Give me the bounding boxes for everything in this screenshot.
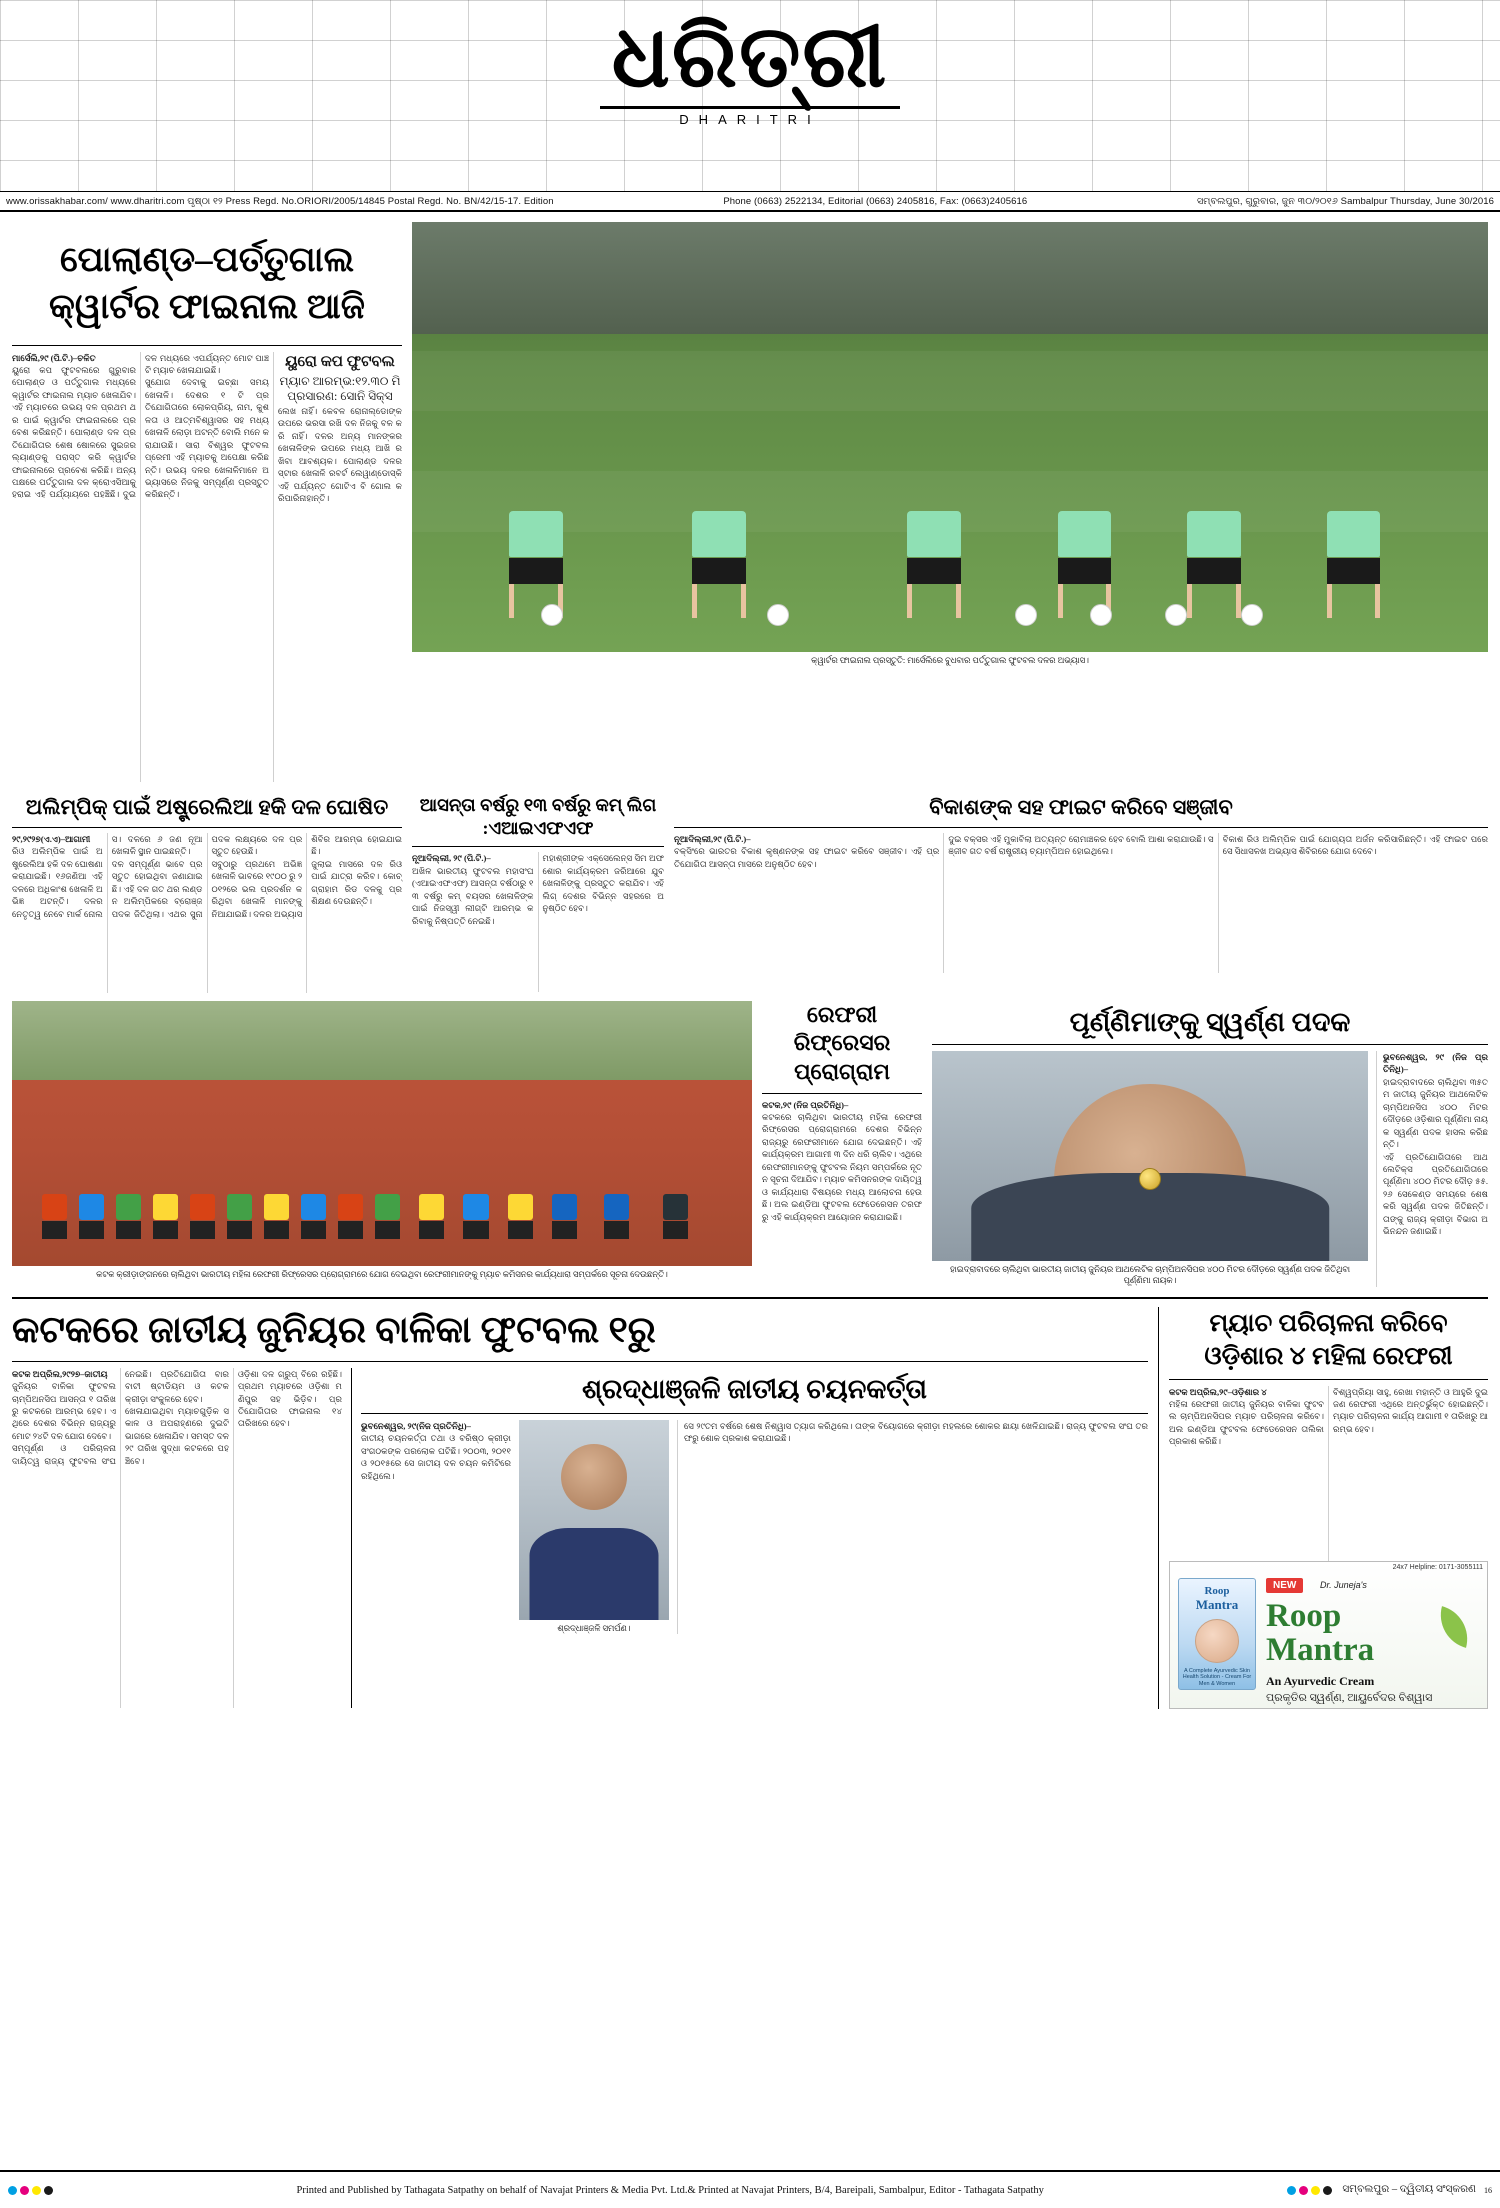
- story-four-women-referees: [1158, 1307, 1488, 1709]
- lead-dateline: ମାର୍ସେଲି,୨୯ (ପି.ଟି.)–ଚଳିତ: [12, 352, 96, 363]
- referees4-body-columns: [1169, 1386, 1488, 1561]
- bottom-band: [12, 1297, 1488, 1709]
- lead-headline-rule: [12, 345, 402, 346]
- lead-body-columns: [12, 352, 402, 782]
- lead-photo-caption: କ୍ୱାର୍ଟର ଫାଇନାଲ ପ୍ରସ୍ତୁତି: ମାର୍ସେଲିରେ ବୁଧବାର ପର୍ତ୍ତୁଗାଲ ଫୁଟବଲ ଦଳର ଅଭ୍ୟାସ।: [811, 656, 1089, 665]
- story-aiff-league: [412, 790, 664, 993]
- tribute-body-1: ଜାତୀୟ ଚୟନକର୍ତ୍ତା ତଥା ଓ ବରିଷ୍ଠ କ୍ରୀଡ଼ା ସଂଗଠକଙ୍କ ପରଲୋକ ଘଟିଛି। ୨୦୦୩, ୨୦୧୧ ଓ ୨୦୧୫ରେ ସେ ଜାତୀୟ ଦଳ ଚୟନ କମିଟିରେ ରହିଥିଲେ।: [361, 1433, 511, 1481]
- lead-text-column: [12, 222, 402, 782]
- roop-mantra-advertisement[interactable]: [1169, 1561, 1488, 1709]
- gold-headline: ପୂର୍ଣ୍ଣିମାଙ୍କୁ ସ୍ୱର୍ଣ୍ଣ ପଦକ: [932, 1001, 1488, 1045]
- referees4-dateline: କଟକ ଅପ୍ରିଲ,୨୯–ଓଡ଼ିଶାର ୪: [1169, 1386, 1267, 1397]
- tribute-headline: ଶ୍ରଦ୍ଧାଞ୍ଜଳି ଜାତୀୟ ଚୟନକର୍ତ୍ତା: [361, 1368, 1148, 1414]
- story-referee-refresher: [762, 1001, 922, 1287]
- lead-photo-block: [412, 222, 1488, 782]
- footer-edition-odia: ସମ୍ବଲପୁର – ଦ୍ୱିତୀୟ ସଂସ୍କରଣ: [1342, 2184, 1476, 2195]
- registration-dots-left: [8, 2186, 53, 2195]
- cuttack-body-left: [12, 1368, 342, 1708]
- aiff-body-1: ଅଖିଳ ଭାରତୀୟ ଫୁଟବଲ ମହାସଂଘ (ଏଆଇଏଫଏଫ) ଆସନ୍ତା ବର୍ଷଠାରୁ ୧୩ ବର୍ଷରୁ କମ୍ ବୟସର ଖେଳାଳିଙ୍କ ପାଇଁ ନିଜସ୍ୱୀ ଲୀଗ୍‌ଟି ଆରମ୍ଭ କରିବାକୁ ନିଷ୍ପତ୍ତି ନେଇଛି।: [412, 865, 534, 926]
- cuttack-body-4: ଓଡ଼ିଶା ଦଳ ଗ୍ରୁପ୍ ବିରେ ରହିଛି। ପ୍ରଥମ ମ୍ୟାଚରେ ଓଡ଼ିଶା ମଣିପୁର ସହ ଭିଡ଼ିବ। ପ୍ରତିଯୋଗିତାର ଫାଇନାଲ ୧୪ ତାରିଖରେ ହେବ।: [238, 1368, 342, 1429]
- sanjeev-body-1: ବକ୍ସିଂରେ ଭାରତର ବିକାଶ କୃଷ୍ଣନଙ୍କ ସହ ଫାଇଟ କରିବେ ସଞ୍ଜୀବ। ଏହି ପ୍ରତିଯୋଗିତା ଆସନ୍ତା ମାସରେ ଅନୁଷ୍ଠିତ ହେବ।: [674, 846, 940, 869]
- sanjeev-headline: ବିକାଶଙ୍କ ସହ ଫାଇଟ କରିବେ ସଞ୍ଜୀବ: [674, 790, 1488, 828]
- sanjeev-dateline: ନୂଆଦିଲ୍ଲୀ,୨୯ (ପି.ଟି.)–: [674, 833, 751, 844]
- referees4-body-1: ମହିଳା ରେଫରୀ ଜାତୀୟ ଜୁନିୟର ବାଳିକା ଫୁଟବଲ ଚାମ୍ପିଅନସିପର ମ୍ୟାଚ ପରିଚାଳନା କରିବେ। ଅଲ ଇଣ୍ଡିଆ ଫୁଟବଲ ଫେଡେରେସନ ତାଲିକା ପ୍ରକାଶ କରିଛି।: [1169, 1399, 1324, 1447]
- leaf-icon: [1433, 1606, 1475, 1648]
- referee-training-photo: [12, 1001, 752, 1266]
- refresher-dateline: କଟକ,୨୯ (ନିଜ ପ୍ରତିନିଧି)–: [762, 1099, 849, 1110]
- sanjeev-body-3: ବିକାଶ ରିଓ ଅଲିମ୍ପିକ ପାଇଁ ଯୋଗ୍ୟତା ଅର୍ଜନ କରିସାରିଛନ୍ତି। ଏହି ଫାଇଟ ପରେ ସେ ସିଧାସଳଖ ଅଭ୍ୟାସ ଶିବିରରେ ଯୋଗ ଦେବେ।: [1222, 833, 1488, 857]
- ad-brand-line2: Mantra: [1266, 1631, 1375, 1668]
- lead-photo: [412, 222, 1488, 652]
- ad-odia-tagline: ପ୍ରକୃତିର ସ୍ୱର୍ଣ୍ଣ, ଆୟୁର୍ବେଦର ବିଶ୍ୱାସ: [1266, 1691, 1433, 1704]
- purnima-photo-caption: ହାଇଦ୍ରାବାଦରେ ଚାଲିଥିବା ଭାରତୀୟ ଜାତୀୟ ଜୁନିୟର ଆଥଲେଟିକ ଚାମ୍ପିଅନସିପର ୪୦୦ ମିଟର ଦୌଡ଼ରେ ସ୍ୱର୍ଣ୍ଣ ପଦକ ଜିତିଥିବା ପୂର୍ଣ୍ଣିମା ନାୟକ।: [950, 1264, 1350, 1286]
- lead-headline: ପୋଲାଣ୍ଡ–ପର୍ତ୍ତୁଗାଲ କ୍ୱାର୍ଟର ଫାଇନାଲ ଆଜି: [49, 240, 365, 327]
- cuttack-body-1: ଜୁନିୟର ବାଳିକା ଫୁଟବଲ ଚାମ୍ପିଅନସିପ ଆସନ୍ତା ୧ ତାରିଖରୁ କଟକରେ ଆରମ୍ଭ ହେବ। ଏଥିରେ ଦେଶର ବିଭିନ୍ନ ରାଜ୍ୟରୁ ମୋଟ ୨୪ଟି ଦଳ ଯୋଗ ଦେବେ।: [12, 1381, 116, 1441]
- refresher-headline: ରେଫରୀ ରିଫ୍ରେସର ପ୍ରୋଗ୍ରାମ: [762, 1001, 922, 1094]
- publication-info-bar: [0, 192, 1500, 212]
- tribute-photo-caption: ଶ୍ରଦ୍ଧାଞ୍ଜଳି ସମର୍ପଣ।: [557, 1623, 631, 1633]
- story-cuttack-football: [12, 1307, 1148, 1709]
- tribute-photo: [519, 1420, 669, 1620]
- referees4-headline: ମ୍ୟାଚ ପରିଚାଳନା କରିବେ ଓଡ଼ିଶାର ୪ ମହିଳା ରେଫରୀ: [1169, 1307, 1488, 1380]
- tribute-body-2: ସେ ୨୯ତମ ବର୍ଷରେ ଶେଷ ନିଶ୍ୱାସ ତ୍ୟାଗ କରିଥିଲେ। ତାଙ୍କ ବିୟୋଗରେ କ୍ରୀଡ଼ା ମହଲରେ ଶୋକର ଛାୟା ଖେଳିଯାଇଛି। ରାଜ୍ୟ ଫୁଟବଲ ସଂଘ ତରଫରୁ ଶୋକ ପ୍ରକାଶ କରାଯାଇଛି।: [684, 1420, 1148, 1444]
- sanjeev-body-columns: [674, 833, 1488, 973]
- aiff-dateline: ନୂଆଦିଲ୍ଲୀ, ୨୯ (ପି.ଟି.)–: [412, 853, 491, 864]
- gold-dateline: ଭୁବନେଶ୍ୱର, ୨୯ (ନିଜ ପ୍ରତିନିଧି)–: [1383, 1051, 1488, 1075]
- australia-body-2: ଦଳ ସମ୍ପୂର୍ଣ୍ଣ ଭାବେ ପ୍ରସ୍ତୁତ ହୋଇଥିବା ଜଣାଯାଇଛି। ଏହି ଦଳ ଗତ ଥର ଲଣ୍ଡନ ଅଲିମ୍ପିକରେ ବ୍ରୋଞ୍ଜ ପଦକ ଜିତିଥିଲା। ଏଥର ସୁନା ପଦକ ଲକ୍ଷ୍ୟରେ ଦଳ ପ୍ରସ୍ତୁତ ହେଉଛି।: [111, 833, 303, 919]
- tribute-dateline: ଭୁବନେଶ୍ୱର, ୨୯(ନିଜ ପ୍ରତିନିଧି)–: [361, 1420, 471, 1431]
- cuttack-body-3: ଖେଳାଯାଇଥିବା ମ୍ୟାଚଗୁଡ଼ିକ ସକାଳ ଓ ଅପରାହ୍ଣରେ ଦୁଇଟି ଭାଗରେ ଖେଳାଯିବ। ସମସ୍ତ ଦଳ ୨୯ ତାରିଖ ସୁଦ୍ଧା କଟକରେ ପହଞ୍ଚିବେ।: [125, 1406, 229, 1466]
- info-contact: Phone (0663) 2522134, Editorial (0663) 2405816, Fax: (0663)2405616: [723, 195, 1028, 207]
- registration-dots-right: [1287, 2186, 1332, 2195]
- third-band: [12, 1001, 1488, 1287]
- cuttack-headline: କଟକରେ ଜାତୀୟ ଜୁନିୟର ବାଳିକା ଫୁଟବଲ ୧ରୁ: [12, 1307, 1148, 1362]
- lead-body-1: ୟୁରୋ କପ ଫୁଟବଲରେ ଗୁରୁବାର ପୋଲାଣ୍ଡ ଓ ପର୍ତ୍ତୁଗାଲ ମଧ୍ୟରେ କ୍ୱାର୍ଟର ଫାଇନାଲ ମ୍ୟାଚ ଖେଳାଯିବ। ଏହି ମ୍ୟାଚରେ ଉଭୟ ଦଳ ପ୍ରଥମ ଥର ପାଇଁ କ୍ୱାର୍ଟର ଫାଇନାଲରେ ପ୍ରବେଶ କରିଛନ୍ତି। ପୋଲାଣ୍ଡ ଦଳ ପ୍ରତିଯୋଗିତାର ଶେଷ ଷୋଳରେ ସୁଇଜରଲ୍ୟାଣ୍ଡକୁ ପରାସ୍ତ କରି କ୍ୱାର୍ଟର ଫାଇନାଲରେ ପ୍ରବେଶ କରିଛି। ଅନ୍ୟ ପକ୍ଷରେ ପର୍ତ୍ତୁଗାଲ ଦଳ କ୍ରୋଏସିଆକୁ ହରାଇ ଏହି ପର୍ଯ୍ୟାୟରେ ପହଞ୍ଚିଛି। ଦୁଇ ଦଳ ମଧ୍ୟରେ ଏପର୍ଯ୍ୟନ୍ତ ମୋଟ ପାଞ୍ଚଟି ମ୍ୟାଚ ଖେଳାଯାଇଛି।: [12, 352, 269, 500]
- logo-divider: [600, 106, 900, 109]
- masthead: [0, 0, 1500, 192]
- australia-body-columns: [12, 833, 402, 993]
- lead-section: [12, 222, 1488, 782]
- refresher-body: କଟକରେ ଚାଲିଥିବା ଭାରତୀୟ ମହିଳା ରେଫରୀ ରିଫ୍ରେସର ପ୍ରୋଗ୍ରାମରେ ଦେଶର ବିଭିନ୍ନ ରାଜ୍ୟରୁ ରେଫରୀମାନେ ଯୋଗ ଦେଇଛନ୍ତି। ଏହି କାର୍ଯ୍ୟକ୍ରମ ଆଗାମୀ ୩ ଦିନ ଧରି ଚାଲିବ। ଏଥିରେ ରେଫରୀମାନଙ୍କୁ ଫୁଟବଲ ନିୟମ ସମ୍ପର୍କରେ ନୂତନ ସୂଚନା ଦିଆଯିବ। ମ୍ୟାଚ କମିସନରଙ୍କ ଦାୟିତ୍ୱ ଓ କାର୍ଯ୍ୟଧାରା ବିଷୟରେ ମଧ୍ୟ ଆଲୋଚନା ହେଉଛି। ଅଲ ଇଣ୍ଡିଆ ଫୁଟବଲ ଫେଡେରେସନ ତରଫରୁ ଏହି କାର୍ଯ୍ୟକ୍ରମ ଆୟୋଜନ କରାଯାଇଛି।: [762, 1112, 922, 1222]
- page-body: [0, 212, 1500, 1709]
- newspaper-logo-odia: ଧରିତ୍ରୀ: [611, 9, 889, 105]
- secondary-stories-band: [12, 790, 1488, 993]
- ad-pack-brand-line1: Roop: [1204, 1584, 1230, 1597]
- lead-match-time: ମ୍ୟାଚ ଆରମ୍ଭ:୧୨.୩୦ ମି: [279, 373, 401, 388]
- ad-pack-description: A Complete Ayurvedic Skin Health Solution - Cream For Men & Women: [1182, 1667, 1252, 1687]
- australia-body-1: ରିଓ ଅଲିମ୍ପିକ ପାଇଁ ଅଷ୍ଟ୍ରେଲିଆ ହକି ଦଳ ଘୋଷଣା କରାଯାଇଛି। ୧୬ଜଣିଆ ଏହି ଦଳରେ ଅଧିକାଂଶ ଖେଳାଳି ଅଭିଜ୍ଞ ଅଟନ୍ତି। ଦଳର ନେତୃତ୍ୱ ନେବେ ମାର୍କ ନୋଲସ। ଦଳରେ ୬ ଜଣ ନୂଆ ଖେଳାଳି ସ୍ଥାନ ପାଇଛନ୍ତି।: [12, 833, 203, 919]
- ad-doctor-name: Dr. Juneja's: [1320, 1579, 1367, 1590]
- footer-page-number: 16: [1484, 2185, 1492, 2195]
- aiff-headline: ଆସନ୍ତା ବର୍ଷରୁ ୧୩ ବର୍ଷରୁ କମ୍ ଲିଗ :ଏଆଇଏଫଏଫ: [412, 790, 664, 848]
- ad-pack-brand-line2: Mantra: [1195, 1596, 1239, 1612]
- info-left: www.orissakhabar.com/ www.dharitri.com ପୃଷ୍ଠା ୧୨ Press Regd. No.ORIORI/2005/14845 Postal Regd. No. BN/42/15-17. Edition: [6, 195, 554, 207]
- purnima-photo: [932, 1051, 1368, 1261]
- masthead-logo-block: [560, 9, 940, 127]
- lead-body-3: ଲେଖ ନାହିଁ। କେବଳ ରୋନାଲ୍ଡୋଙ୍କ ଉପରେ ଭରସା ରଖି ଦଳ ନିଜକୁ ବଳ କରି ନାହିଁ। ଦଳର ଅନ୍ୟ ମାନଙ୍କର ଖେଳାଳିଙ୍କ ଉପରେ ମଧ୍ୟ ଆଖି ରଖିବା ଆବଶ୍ୟକ। ପୋଲାଣ୍ଡ ଦଳର ସ୍ଟାର ଖେଳାଳି ରବର୍ଟ ଲେୱାଣ୍ଡୋସ୍କି ଏହି ପର୍ଯ୍ୟନ୍ତ ଗୋଟିଏ ବି ଗୋଲ କରିପାରିନାହାନ୍ତି।: [278, 405, 402, 504]
- gold-body-1: ହାଇଦ୍ରାବାଦରେ ଚାଲିଥିବା ୩୫ତମ ଜାତୀୟ ଜୁନିୟର ଆଥଲେଟିକ ଚାମ୍ପିଅନସିପ ୪୦୦ ମିଟର ଦୌଡ଼ରେ ଓଡ଼ିଶାର ପୂର୍ଣ୍ଣିମା ନାୟକ ସ୍ୱର୍ଣ୍ଣ ପଦକ ହାସଲ କରିଛନ୍ତି।: [1383, 1076, 1488, 1150]
- sanjeev-body-2: ଦୁଇ ବକ୍ସର ଏହି ମୁକାବିଲା ଅତ୍ୟନ୍ତ ରୋମାଞ୍ଚକର ହେବ ବୋଲି ଆଶା କରାଯାଉଛି। ସଞ୍ଜୀବ ଗତ ବର୍ଷ ରାଷ୍ଟ୍ରୀୟ ଚ୍ୟାମ୍ପିଅନ ହୋଇଥିଲେ।: [948, 833, 1214, 857]
- cuttack-dateline: କଟକ ଅପ୍ରିଲ,୨୯୨୭–ଜାତୀୟ: [12, 1368, 108, 1379]
- ad-new-badge: NEW: [1266, 1578, 1303, 1593]
- newspaper-logo-latin: DHARITRI: [679, 112, 821, 127]
- story-australia-hockey: [12, 790, 402, 993]
- ad-product-pack: [1178, 1578, 1256, 1690]
- referee-photo-block: [12, 1001, 752, 1287]
- australia-body-4: ଜୁଲାଇ ମାସରେ ଦଳ ରିଓ ପାଇଁ ଯାତ୍ରା କରିବ। କୋଚ୍ ଗ୍ରାହାମ ରିଡ ଦଳକୁ ପ୍ରଶିକ୍ଷଣ ଦେଉଛନ୍ତି।: [311, 858, 402, 907]
- footer-imprint: Printed and Published by Tathagata Satpathy on behalf of Navajat Printers & Media Pvt. Ltd.& Printed at Navajat Printers, B/4, Bareipali, Sambalpur, Editor - Tathagata Satpathy: [296, 2184, 1044, 2196]
- story-sanjeev-boxing: [674, 790, 1488, 993]
- cuttack-body-2: ସମ୍ପୂର୍ଣ୍ଣ ଓ ପରିଚାଳନା ଦାୟିତ୍ୱ ରାଜ୍ୟ ଫୁଟବଲ ସଂଘ ନେଇଛି। ପ୍ରତିଯୋଗିତା ବାରବାଟୀ ଷ୍ଟାଡିୟମ ଓ କଟକ କ୍ରୀଡ଼ା ସଂକୁଳରେ ହେବ।: [12, 1368, 229, 1466]
- ad-tagline: An Ayurvedic Cream: [1266, 1673, 1375, 1688]
- info-edition-date: ସମ୍ବଲପୁର, ଗୁରୁବାର, ଜୁନ ୩୦/୨୦୧୬ Sambalpur Thursday, June 30/2016: [1196, 195, 1494, 207]
- lead-subhead: ୟୁରୋ କପ ଫୁଟବଲ: [285, 353, 395, 370]
- referee-photo-caption: କଟକ କ୍ରୀଡ଼ାଙ୍ଗନରେ ଚାଲିଥିବା ଭାରତୀୟ ମହିଳା ରେଫରୀ ରିଫ୍ରେସର ପ୍ରୋଗ୍ରାମରେ ଯୋଗ ଦେଇଥିବା ରେଫରୀମାନଙ୍କୁ ମ୍ୟାଚ କମିସନର କାର୍ଯ୍ୟଧାରା ସମ୍ପର୍କରେ ସୂଚନା ଦେଉଛନ୍ତି।: [96, 1269, 668, 1279]
- australia-body-3: ସବୁଠାରୁ ପ୍ରଥମେ ଅଭିଜ୍ଞ ଖେଳାଳି ଭାବରେ ୧୯୦୦ ରୁ ୨୦୧୨ରେ ଭଲ ପ୍ରଦର୍ଶନ କରିଥିବା ଖେଳାଳି ମାନଙ୍କୁ ନିଆଯାଇଛି। ଦଳର ଅଭ୍ୟାସ ଶିବିର ଆରମ୍ଭ ହୋଇଯାଇଛି।: [211, 833, 402, 919]
- page-footer: [0, 2170, 1500, 2208]
- gold-body-2: ଏହି ପ୍ରତିଯୋଗିତାରେ ଆଥଲେଟିକ୍ସ ପ୍ରତିଯୋଗିତାରେ ପୂର୍ଣ୍ଣିମା ୪୦୦ ମିଟର ଦୌଡ଼ ୫୫.୨୬ ସେକେଣ୍ଡ ସମୟରେ ଶେଷ କରି ସ୍ୱର୍ଣ୍ଣ ପଦକ ଜିତିଛନ୍ତି। ତାଙ୍କୁ ରାଜ୍ୟ କ୍ରୀଡ଼ା ବିଭାଗ ଅଭିନନ୍ଦନ ଜଣାଇଛି।: [1383, 1151, 1488, 1237]
- lead-body-2: ସୁଯୋଗ ଦେବାକୁ ଇଚ୍ଛା ସମୟ ଖେଳାଳି। ଦେଶର ୧ ଟି ପ୍ରତିଯୋଗିତାରେ ଲୋକପ୍ରିୟ, ନାମ, କୁଶଳତା ଓ ଆତ୍ମବିଶ୍ୱାସର ସହ ମଧ୍ୟ ଖେଳାଳି ଲୋଡ଼ା ଅଟନ୍ତି ବୋଲି ମନେ କରାଯାଉଛି। ସାରା ବିଶ୍ୱର ଫୁଟବଲ ପ୍ରେମୀ ଏହି ମ୍ୟାଚକୁ ଅପେକ୍ଷା କରିଛନ୍ତି। ଉଭୟ ଦଳର ଖେଳାଳିମାନେ ଅଭ୍ୟାସରେ ନିଜକୁ ସମ୍ପୂର୍ଣ୍ଣ ପ୍ରସ୍ତୁତ କରିଛନ୍ତି।: [145, 377, 269, 500]
- aiff-body-2: ମହାଶ୍ରୀଙ୍କ ଏକ୍ସେଲେନ୍ସ ସିମ ଅଫଶୋର କାର୍ଯ୍ୟକ୍ରମ ଜରିଆରେ ଯୁବ ଖେଳାଳିଙ୍କୁ ପ୍ରସ୍ତୁତ କରାଯିବ। ଏହି ଲିଗ୍ ଦେଶର ବିଭିନ୍ନ ସହରରେ ଅନୁଷ୍ଠିତ ହେବ।: [542, 853, 664, 914]
- ad-face-icon: [1195, 1619, 1239, 1663]
- australia-headline: ଅଲିମ୍ପିକ୍ ପାଇଁ ଅଷ୍ଟ୍ରେଲିଆ ହକି ଦଳ ଘୋଷିତ: [12, 790, 402, 828]
- referees4-body-2: ବିଶ୍ୱପ୍ରିୟା ସାହୁ, ରେଖା ମହାନ୍ତି ଓ ଆହୁରି ଦୁଇଜଣ ରେଫରୀ ଏଥିରେ ଅନ୍ତର୍ଭୁକ୍ତ ହୋଇଛନ୍ତି। ମ୍ୟାଚ ପରିଚାଳନା କାର୍ଯ୍ୟ ଆଗାମୀ ୧ ତାରିଖରୁ ଆରମ୍ଭ ହେବ।: [1333, 1386, 1488, 1434]
- australia-dateline: ୨୯,୨୯୨୭(ଏ.ଏ)–ଆଗାମୀ: [12, 833, 91, 844]
- lead-broadcast: ପ୍ରସାରଣ: ସୋନି ସିକ୍ସ: [287, 389, 393, 404]
- story-gold-medal: [932, 1001, 1488, 1287]
- ad-helpline: 24x7 Helpline: 0171-3055111: [1392, 1563, 1483, 1571]
- aiff-body-columns: [412, 852, 664, 992]
- ad-brand-line1: Roop: [1266, 1597, 1342, 1634]
